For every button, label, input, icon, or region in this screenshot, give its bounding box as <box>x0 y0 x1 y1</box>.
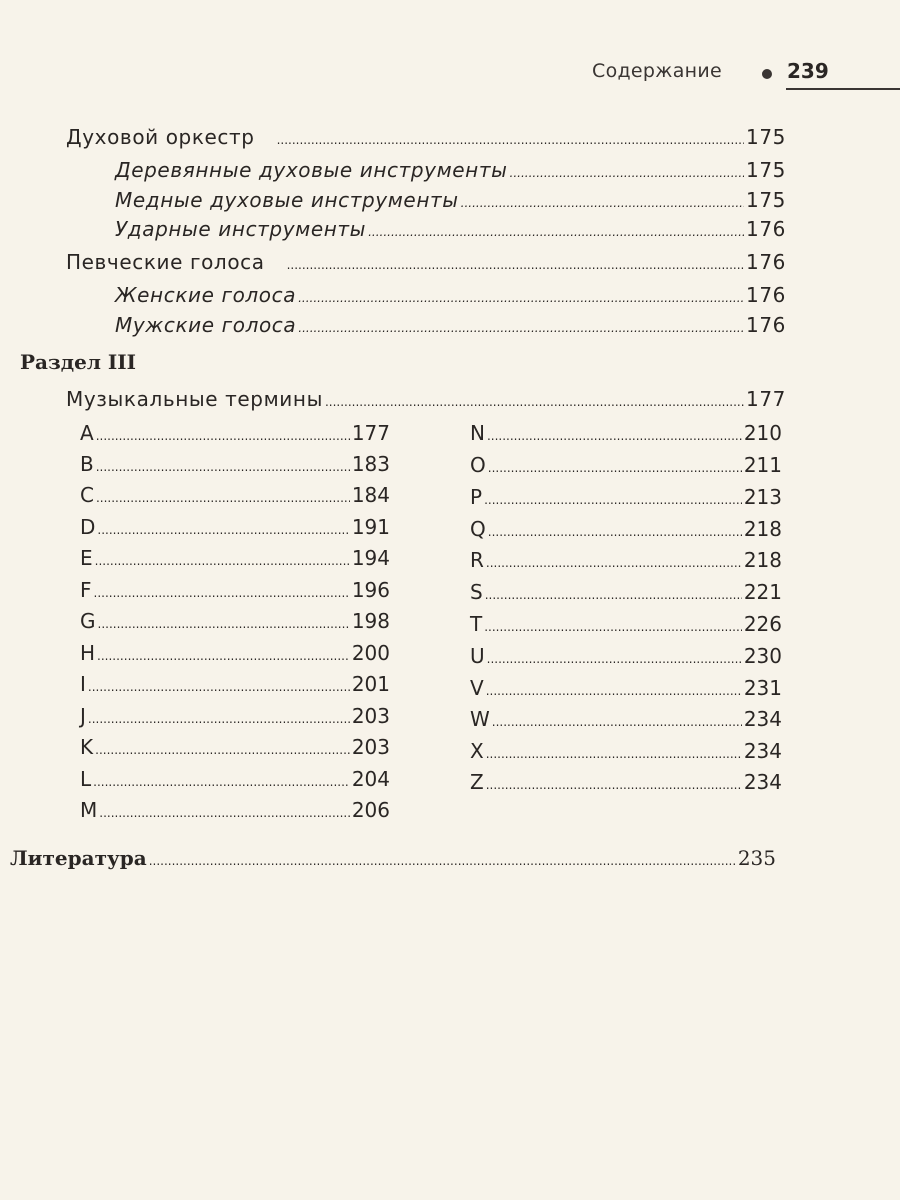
leader-dots <box>486 684 742 698</box>
bullet-icon <box>762 69 772 79</box>
entry-page: 198 <box>351 609 390 633</box>
toc-entry-voices[interactable] <box>66 250 786 274</box>
letter: B <box>80 452 94 476</box>
leader-dots <box>96 429 350 443</box>
entry-page: 194 <box>351 546 390 570</box>
letter: X <box>470 739 484 763</box>
entry-page: 203 <box>351 735 390 759</box>
entry-page: 221 <box>743 580 782 604</box>
term-letter-t[interactable] <box>470 612 782 636</box>
term-letter-n[interactable] <box>470 421 782 445</box>
entry-page: 176 <box>746 283 786 307</box>
leader-dots <box>298 321 744 335</box>
letter: D <box>80 515 96 539</box>
letter: G <box>80 609 96 633</box>
entry-page: 204 <box>351 767 390 791</box>
leader-dots <box>484 493 742 507</box>
letter: M <box>80 798 98 822</box>
entry-label: Музыкальные термины <box>66 387 323 411</box>
term-letter-x[interactable] <box>470 739 782 763</box>
leader-dots <box>325 395 744 409</box>
entry-page: 213 <box>743 485 782 509</box>
entry-page: 191 <box>351 515 390 539</box>
entry-label: Деревянные духовые инструменты <box>115 158 508 182</box>
letter: W <box>470 707 490 731</box>
leader-dots <box>95 743 350 757</box>
entry-page: 184 <box>351 483 390 507</box>
leader-dots <box>487 652 742 666</box>
entry-label: Певческие голоса <box>66 250 265 274</box>
term-letter-m[interactable] <box>80 798 390 822</box>
entry-page: 183 <box>351 452 390 476</box>
toc-entry-brass[interactable] <box>115 188 786 212</box>
letter: O <box>470 453 486 477</box>
header-title: Содержание <box>592 60 722 82</box>
leader-dots <box>488 525 742 539</box>
entry-page: 226 <box>743 612 782 636</box>
term-letter-w[interactable] <box>470 707 782 731</box>
entry-page: 196 <box>351 578 390 602</box>
entry-page: 200 <box>351 641 390 665</box>
entry-page: 203 <box>351 704 390 728</box>
leader-dots <box>368 225 744 239</box>
leader-dots <box>96 460 350 474</box>
entry-page: 234 <box>743 770 782 794</box>
term-letter-z[interactable] <box>470 770 782 794</box>
letter: E <box>80 546 93 570</box>
entry-page: 177 <box>351 421 390 445</box>
letter: P <box>470 485 483 509</box>
leader-dots <box>510 166 745 180</box>
leader-dots <box>486 556 742 570</box>
entry-page: 206 <box>351 798 390 822</box>
letter: I <box>80 672 86 696</box>
entry-page: 231 <box>743 676 782 700</box>
term-letter-g[interactable] <box>80 609 390 633</box>
entry-label: Женские голоса <box>115 283 297 307</box>
entry-page: 230 <box>743 644 782 668</box>
leader-dots <box>97 523 349 537</box>
leader-dots <box>96 491 350 505</box>
entry-page: 177 <box>746 387 786 411</box>
leader-dots <box>287 258 744 272</box>
page-number: 239 <box>787 59 829 83</box>
entry-page: 176 <box>746 313 786 337</box>
term-letter-e[interactable] <box>80 546 390 570</box>
leader-dots <box>98 617 350 631</box>
letter: Q <box>470 517 486 541</box>
term-letter-p[interactable] <box>470 485 782 509</box>
term-letter-d[interactable] <box>80 515 390 539</box>
term-letter-f[interactable] <box>80 578 390 602</box>
entry-page: 218 <box>743 548 782 572</box>
letter: C <box>80 483 94 507</box>
leader-dots <box>484 620 742 634</box>
term-letter-b[interactable] <box>80 452 390 476</box>
leader-dots <box>88 712 350 726</box>
entry-page: 235 <box>737 846 776 870</box>
letter: L <box>80 767 92 791</box>
toc-entry-male-voices[interactable] <box>115 313 786 337</box>
letter: A <box>80 421 94 445</box>
entry-page: 175 <box>746 188 786 212</box>
leader-dots <box>277 133 744 147</box>
letter: S <box>470 580 483 604</box>
term-letter-k[interactable] <box>80 735 390 759</box>
entry-label: Медные духовые инструменты <box>115 188 459 212</box>
letter: R <box>470 548 484 572</box>
letter: K <box>80 735 94 759</box>
letter: U <box>470 644 485 668</box>
entry-page: 201 <box>351 672 390 696</box>
toc-entry-literature[interactable] <box>10 846 776 870</box>
entry-page: 175 <box>746 158 786 182</box>
leader-dots <box>88 680 350 694</box>
entry-page: 218 <box>743 517 782 541</box>
leader-dots <box>97 649 350 663</box>
entry-label: Мужские голоса <box>115 313 297 337</box>
leader-dots <box>486 747 742 761</box>
term-letter-q[interactable] <box>470 517 782 541</box>
letter: F <box>80 578 92 602</box>
leader-dots <box>492 715 742 729</box>
toc-entry-female-voices[interactable] <box>115 283 786 307</box>
term-letter-v[interactable] <box>470 676 782 700</box>
leader-dots <box>95 554 350 568</box>
leader-dots <box>486 778 742 792</box>
entry-label: Ударные инструменты <box>115 217 367 241</box>
leader-dots <box>461 196 744 210</box>
leader-dots <box>93 775 350 789</box>
entry-page: 211 <box>743 453 782 477</box>
letter: V <box>470 676 484 700</box>
term-letter-u[interactable] <box>470 644 782 668</box>
term-letter-s[interactable] <box>470 580 782 604</box>
leader-dots <box>149 854 736 868</box>
term-letter-a[interactable] <box>80 421 390 445</box>
header-rule <box>786 88 900 90</box>
entry-page: 175 <box>746 125 786 149</box>
toc-entry-music-terms[interactable] <box>66 387 786 411</box>
toc-entry-percussion[interactable] <box>115 217 786 241</box>
entry-page: 234 <box>743 707 782 731</box>
term-letter-c[interactable] <box>80 483 390 507</box>
term-letter-i[interactable] <box>80 672 390 696</box>
running-header <box>592 60 900 100</box>
term-letter-h[interactable] <box>80 641 390 665</box>
letter: T <box>470 612 483 636</box>
term-letter-j[interactable] <box>80 704 390 728</box>
toc-entry-wind-orchestra[interactable] <box>66 125 786 149</box>
leader-dots <box>488 461 742 475</box>
entry-page: 234 <box>743 739 782 763</box>
toc-entry-woodwinds[interactable] <box>115 158 786 182</box>
entry-label: Литература <box>10 846 147 870</box>
leader-dots <box>94 586 350 600</box>
leader-dots <box>485 588 742 602</box>
term-letter-r[interactable] <box>470 548 782 572</box>
leader-dots <box>487 429 742 443</box>
entry-page: 176 <box>746 217 786 241</box>
term-letter-o[interactable] <box>470 453 782 477</box>
letter: N <box>470 421 485 445</box>
leader-dots <box>298 291 744 305</box>
letter: H <box>80 641 96 665</box>
term-letter-l[interactable] <box>80 767 390 791</box>
entry-page: 210 <box>743 421 782 445</box>
letter: Z <box>470 770 484 794</box>
letter: J <box>80 704 86 728</box>
entry-label: Духовой оркестр <box>66 125 255 149</box>
entry-page: 176 <box>746 250 786 274</box>
section-heading: Раздел III <box>20 350 136 374</box>
leader-dots <box>99 806 350 820</box>
